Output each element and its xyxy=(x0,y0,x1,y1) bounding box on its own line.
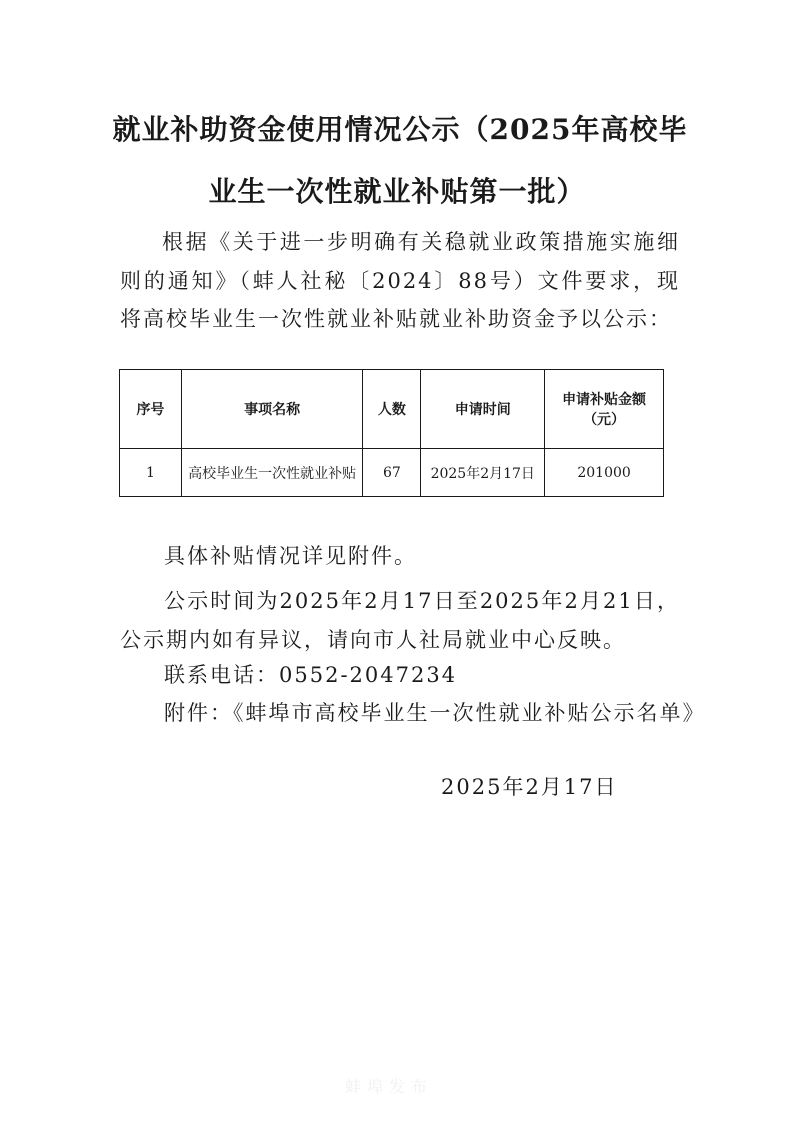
attachment-note: 附件：《蚌埠市高校毕业生一次性就业补贴公示名单》 xyxy=(164,701,706,725)
table-header-row xyxy=(120,370,664,449)
document-title-line-2: 业生一次性就业补贴第一批） xyxy=(208,175,586,208)
document-title-line-1: 就业补助资金使用情况公示（2025年高校毕 xyxy=(112,113,688,146)
subsidy-table xyxy=(119,369,664,497)
header-count: 人数 xyxy=(363,370,421,449)
table-row xyxy=(120,449,664,497)
header-index: 序号 xyxy=(120,370,182,449)
cell-apply-date: 2025年2月17日 xyxy=(421,449,545,497)
contact-phone: 联系电话：0552-2047234 xyxy=(164,663,458,687)
header-item-name: 事项名称 xyxy=(181,370,363,449)
header-amount: 申请补贴金额（元） xyxy=(545,370,664,449)
intro-paragraph: 根据《关于进一步明确有关稳就业政策措施实施细则的通知》（蚌人社秘〔2024〕88号）文件要求，现将高校毕业生一次性就业补贴就业补助资金予以公示： xyxy=(120,230,680,331)
header-apply-date: 申请时间 xyxy=(421,370,545,449)
cell-index: 1 xyxy=(120,449,182,497)
publicity-period: 公示时间为2025年2月17日至2025年2月21日，公示期内如有异议，请向市人社局就业中心反映。 xyxy=(120,589,680,652)
detail-note: 具体补贴情况详见附件。 xyxy=(164,544,417,568)
cell-amount: 201000 xyxy=(545,449,664,497)
cell-count: 67 xyxy=(363,449,421,497)
watermark-logo: 蚌埠发布 xyxy=(345,1077,434,1096)
cell-item-name: 高校毕业生一次性就业补贴 xyxy=(181,449,363,497)
document-date: 2025年2月17日 xyxy=(441,775,618,799)
